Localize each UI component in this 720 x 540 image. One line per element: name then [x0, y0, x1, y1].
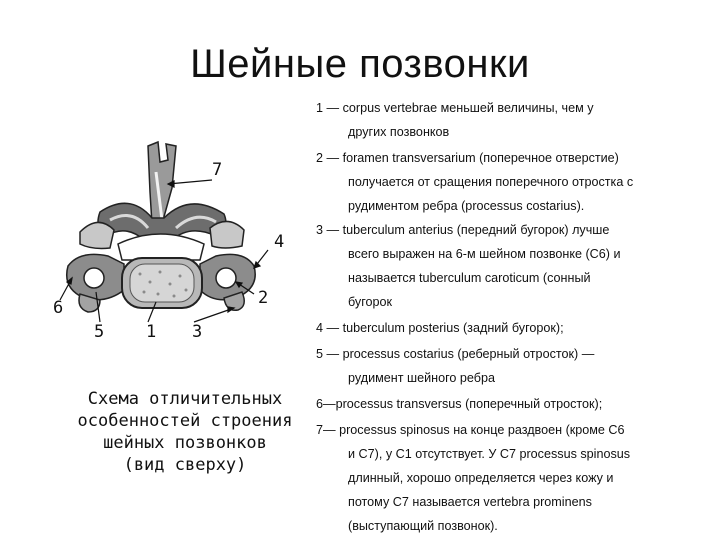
note-line: (выступающий позвонок). [348, 519, 498, 533]
note-line: получается от сращения поперечного отростка с [348, 175, 634, 189]
note-1 [316, 96, 696, 144]
note-line: бугорок [348, 295, 393, 309]
note-3 [316, 218, 696, 314]
note-line: 2 — foramen transversarium (поперечное отверстие) [316, 151, 619, 165]
note-6 [316, 392, 696, 416]
vertebra-drawing [67, 142, 255, 312]
note-7 [316, 418, 696, 538]
figure-label-2: 2 [258, 288, 269, 308]
caption-line: (вид сверху) [123, 455, 247, 475]
note-line: 4 — tuberculum posterius (задний бугорок); [316, 321, 564, 335]
note-line: 6—processus transversus (поперечный отросток); [316, 397, 603, 411]
note-line: 1 — corpus vertebrae меньшей величины, чем у [316, 101, 594, 115]
figure-label-3: 3 [192, 322, 203, 342]
vertebra-illustration [40, 132, 330, 352]
figure-label-7: 7 [212, 160, 223, 180]
note-line: 7— processus spinosus на конце раздвоен (кроме С6 [316, 423, 625, 437]
note-line: длинный, хорошо определяется через кожу и [348, 471, 614, 485]
figure-label-5: 5 [94, 322, 105, 342]
note-line: и С7), у С1 отсутствует. У С7 processus spinosus [348, 447, 631, 461]
figure-label-4: 4 [274, 232, 285, 252]
note-4 [316, 316, 696, 340]
caption-line: шейных позвонков [103, 433, 267, 453]
note-line: рудиментом ребра (processus costarius). [348, 199, 585, 213]
note-5 [316, 342, 696, 390]
page-title: Шейные позвонки [190, 42, 530, 86]
caption-line: особенностей строения [77, 411, 293, 431]
figure-label-1: 1 [146, 322, 157, 342]
note-line: называется tuberculum caroticum (сонный [348, 271, 591, 285]
figure-label-6: 6 [53, 298, 64, 318]
note-line: рудимент шейного ребра [348, 371, 496, 385]
note-line: всего выражен на 6-м шейном позвонке (С6) и [348, 247, 621, 261]
note-line: 3 — tuberculum anterius (передний бугорок) лучше [316, 223, 610, 237]
note-line: других позвонков [348, 125, 450, 139]
note-line: потому С7 называется vertebra prominens [348, 495, 592, 509]
note-line: 5 — processus costarius (реберный отросток) — [316, 347, 595, 361]
figure-caption [40, 388, 330, 476]
caption-line: Схема отличительных [87, 389, 283, 409]
note-2 [316, 146, 696, 218]
